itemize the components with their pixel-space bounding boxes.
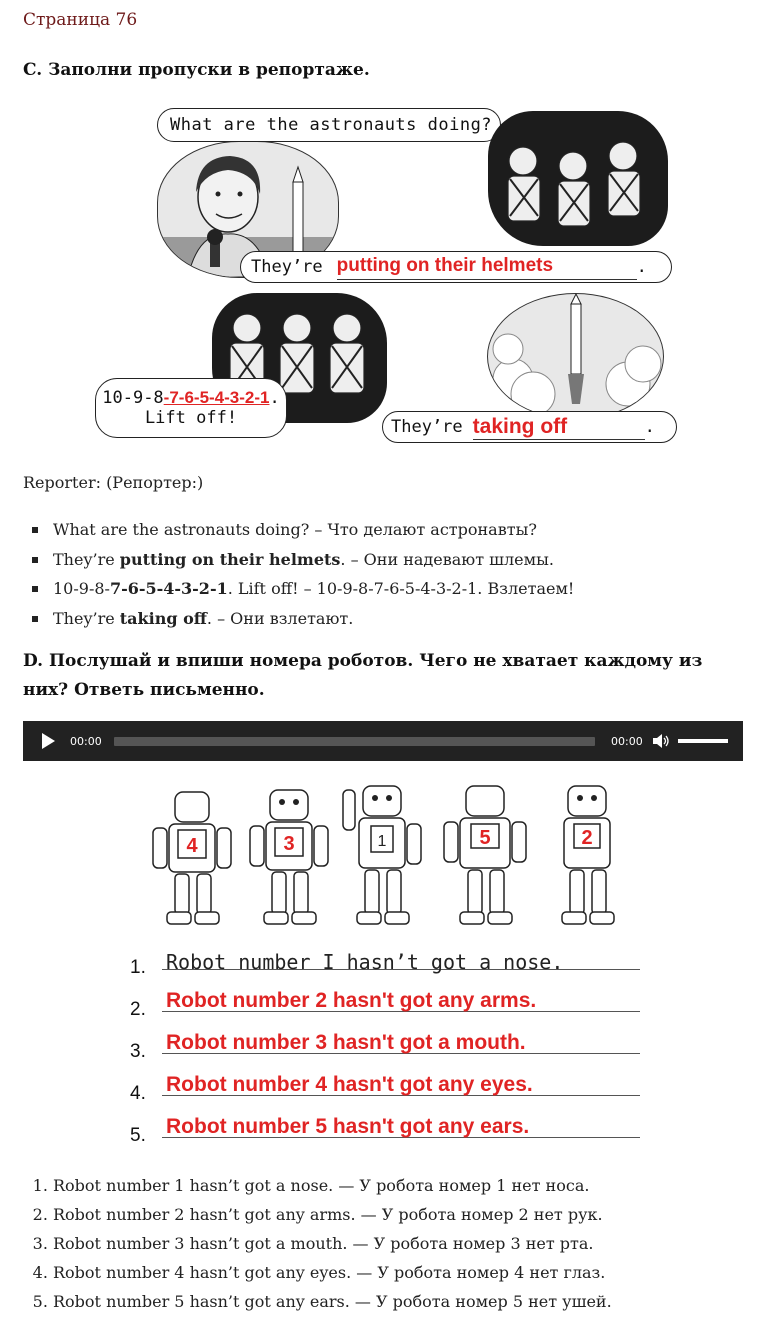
robot-5: [438, 780, 533, 930]
answer-row: 1. Robot number I hasn’t got a nose.: [130, 945, 650, 987]
list-item: 5. Robot number 5 hasn’t got any ears. — У робота номер 5 нет ушей.: [53, 1287, 763, 1316]
bubble-answer-helmets: putting on their helmets: [336, 254, 554, 276]
answer-text: Robot number 5 hasn't got any ears.: [166, 1115, 530, 1138]
robot-number: 4: [186, 835, 198, 857]
list-item: 2. Robot number 2 hasn’t got any arms. — У робота номер 2 нет рук.: [53, 1200, 763, 1229]
list-item: 4. Robot number 4 hasn’t got any eyes. — У робота номер 4 нет глаз.: [53, 1258, 763, 1287]
list-item: 10-9-8-7-6-5-4-3-2-1. Lift off! – 10-9-8-7-6-5-4-3-2-1. Взлетаем!: [23, 574, 743, 604]
answer-text: Robot number I hasn’t got a nose.: [166, 950, 564, 974]
volume-slider[interactable]: [678, 739, 728, 743]
astronauts-helmets-picture: [488, 111, 668, 246]
countdown-answer: -7-6-5-4-3-2-1: [163, 388, 270, 407]
robot-3: [242, 780, 337, 930]
robot-answers: [130, 945, 650, 1155]
reporter-label: Reporter: (Репортер:): [23, 473, 204, 492]
current-time: 00:00: [70, 735, 102, 748]
section-d-translation-list: [23, 1171, 763, 1316]
list-item: They’re taking off. – Они взлетают.: [23, 604, 743, 634]
answer-text: Robot number 4 hasn't got any eyes.: [166, 1073, 533, 1096]
lift-off-text: Lift off!: [144, 408, 238, 428]
list-item: 3. Robot number 3 hasn’t got a mouth. — У робота номер 3 нет рта.: [53, 1229, 763, 1258]
robot-number: 1: [377, 833, 387, 850]
bubble-suffix: .: [636, 257, 647, 277]
rocket-picture: [487, 293, 664, 420]
robots-illustration: [130, 780, 650, 930]
countdown-prefix: 10-9-8: [102, 388, 164, 408]
answer-row: 2. Robot number 2 hasn't got any arms.: [130, 987, 650, 1029]
robot-number: 3: [283, 833, 295, 855]
section-c-title: C. Заполни пропуски в репортаже.: [23, 60, 370, 80]
robot-1: [335, 780, 430, 930]
bubble-answer-taking-off: taking off: [472, 414, 568, 438]
countdown-bubble: [95, 378, 287, 438]
answer-text: Robot number 2 hasn't got any arms.: [166, 989, 537, 1012]
section-d-title: D. Послушай и впиши номера роботов. Чего не хватает каждому из них? Ответь письменно.: [23, 651, 703, 700]
page-label: Страница 76: [23, 10, 138, 30]
question-text: What are the astronauts doing?: [170, 115, 493, 135]
bubble-prefix: They’re: [251, 257, 323, 277]
answer-row: 5. Robot number 5 hasn't got any ears.: [130, 1113, 650, 1155]
list-item: What are the astronauts doing? – Что делают астронавты?: [23, 515, 743, 545]
list-item: 1. Robot number 1 hasn’t got a nose. — У робота номер 1 нет носа.: [53, 1171, 763, 1200]
answer-bubble-taking-off: [382, 411, 677, 443]
bubble-prefix-2: They’re: [391, 417, 463, 437]
play-icon[interactable]: [42, 733, 55, 749]
list-item: They’re putting on their helmets. – Они надевают шлемы.: [23, 545, 743, 575]
astronaut-comic: [95, 103, 670, 448]
duration-time: 00:00: [611, 735, 643, 748]
countdown-suffix: .: [269, 388, 280, 408]
answer-bubble-helmets: [240, 251, 672, 283]
question-bubble: [157, 108, 501, 142]
answer-text: Robot number 3 hasn't got a mouth.: [166, 1031, 526, 1054]
audio-player[interactable]: [23, 721, 743, 761]
robot-number: 2: [581, 827, 593, 849]
answer-row: 3. Robot number 3 hasn't got a mouth.: [130, 1029, 650, 1071]
robot-4: [145, 780, 240, 930]
volume-icon[interactable]: [652, 733, 670, 753]
robot-number: 5: [479, 827, 491, 849]
section-c-translation-list: [23, 515, 743, 633]
bubble-suffix-2: .: [644, 417, 655, 437]
answer-row: 4. Robot number 4 hasn't got any eyes.: [130, 1071, 650, 1113]
seek-bar[interactable]: [114, 737, 595, 746]
robot-2: [540, 780, 635, 930]
